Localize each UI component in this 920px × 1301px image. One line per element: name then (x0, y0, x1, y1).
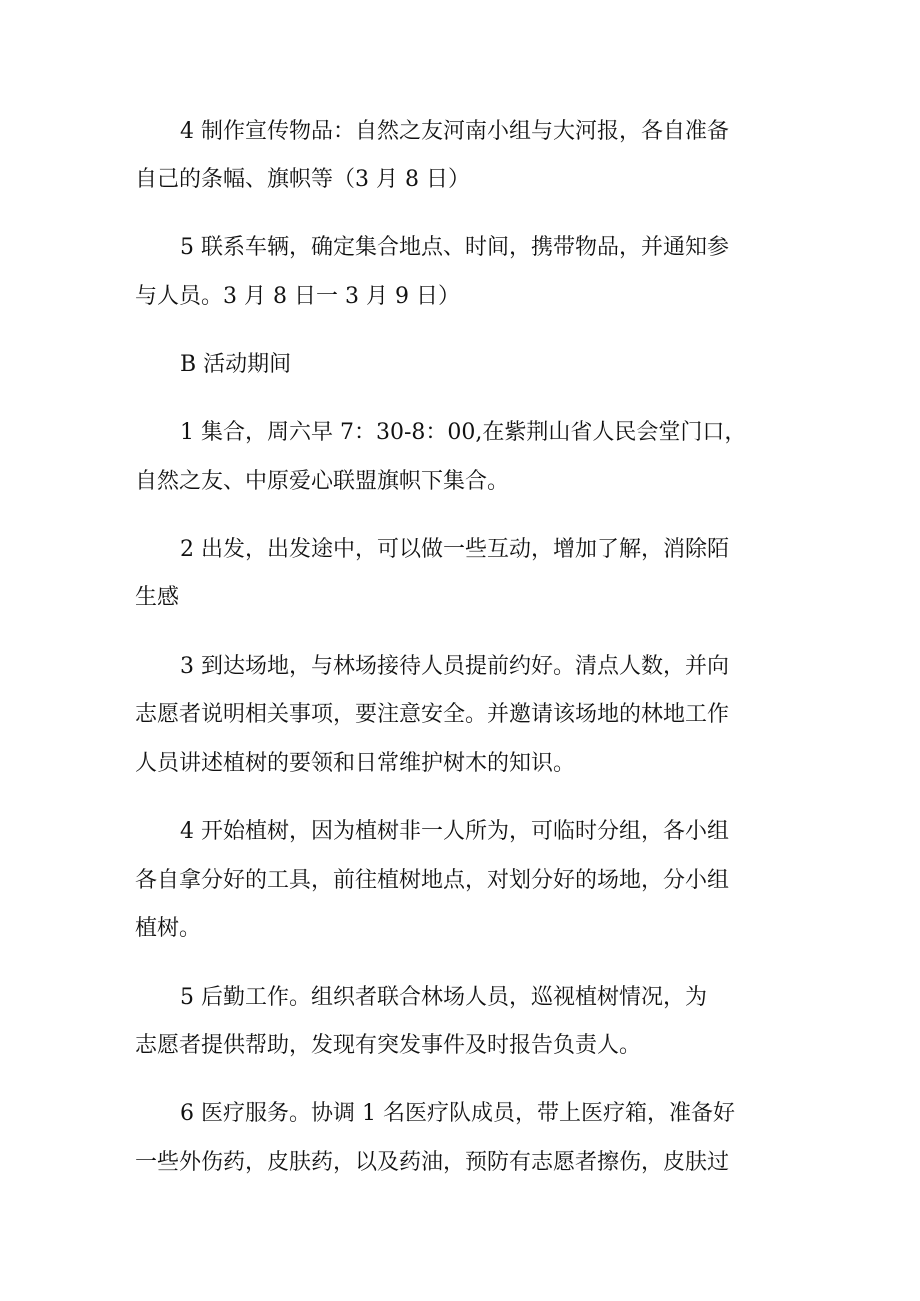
paragraph-8-line-1: 5 后勤工作。组织者联合林场人员，巡视植树情况，为 (180, 985, 707, 1010)
paragraph-5-line-2: 生感 (135, 585, 180, 610)
paragraph-5-line-1: 2 出发，出发途中，可以做一些互动，增加了解，消除陌 (180, 537, 729, 562)
paragraph-9-line-2: 一些外伤药，皮肤药，以及药油，预防有志愿者擦伤，皮肤过 (135, 1150, 730, 1175)
section-heading-during-activity: B 活动期间 (180, 352, 292, 377)
paragraph-4-line-2: 自然之友、中原爱心联盟旗帜下集合。 (135, 469, 510, 494)
paragraph-1-line-1: 4 制作宣传物品：自然之友河南小组与大河报，各自准备 (180, 119, 729, 144)
paragraph-6-line-3: 人员讲述植树的要领和日常维护树木的知识。 (135, 751, 576, 776)
paragraph-8-line-2: 志愿者提供帮助，发现有突发事件及时报告负责人。 (135, 1033, 642, 1058)
paragraph-7-line-2: 各自拿分好的工具，前往植树地点，对划分好的场地，分小组 (135, 868, 730, 893)
paragraph-4-line-1: 1 集合，周六早 7：30-8：00,在紫荆山省人民会堂门口， (180, 420, 747, 445)
paragraph-9-line-1: 6 医疗服务。协调 1 名医疗队成员，带上医疗箱，准备好 (180, 1101, 735, 1126)
paragraph-7-line-3: 植树。 (135, 916, 202, 941)
paragraph-2-line-1: 5 联系车辆，确定集合地点、时间，携带物品，并通知参 (180, 235, 729, 260)
paragraph-7-line-1: 4 开始植树，因为植树非一人所为，可临时分组，各小组 (180, 819, 729, 844)
paragraph-6-line-1: 3 到达场地，与林场接待人员提前约好。清点人数，并向 (180, 654, 729, 679)
paragraph-6-line-2: 志愿者说明相关事项，要注意安全。并邀请该场地的林地工作 (135, 702, 730, 727)
paragraph-1-line-2: 自己的条幅、旗帜等（3 月 8 日） (135, 167, 470, 192)
paragraph-2-line-2: 与人员。3 月 8 日一 3 月 9 日） (135, 284, 460, 309)
